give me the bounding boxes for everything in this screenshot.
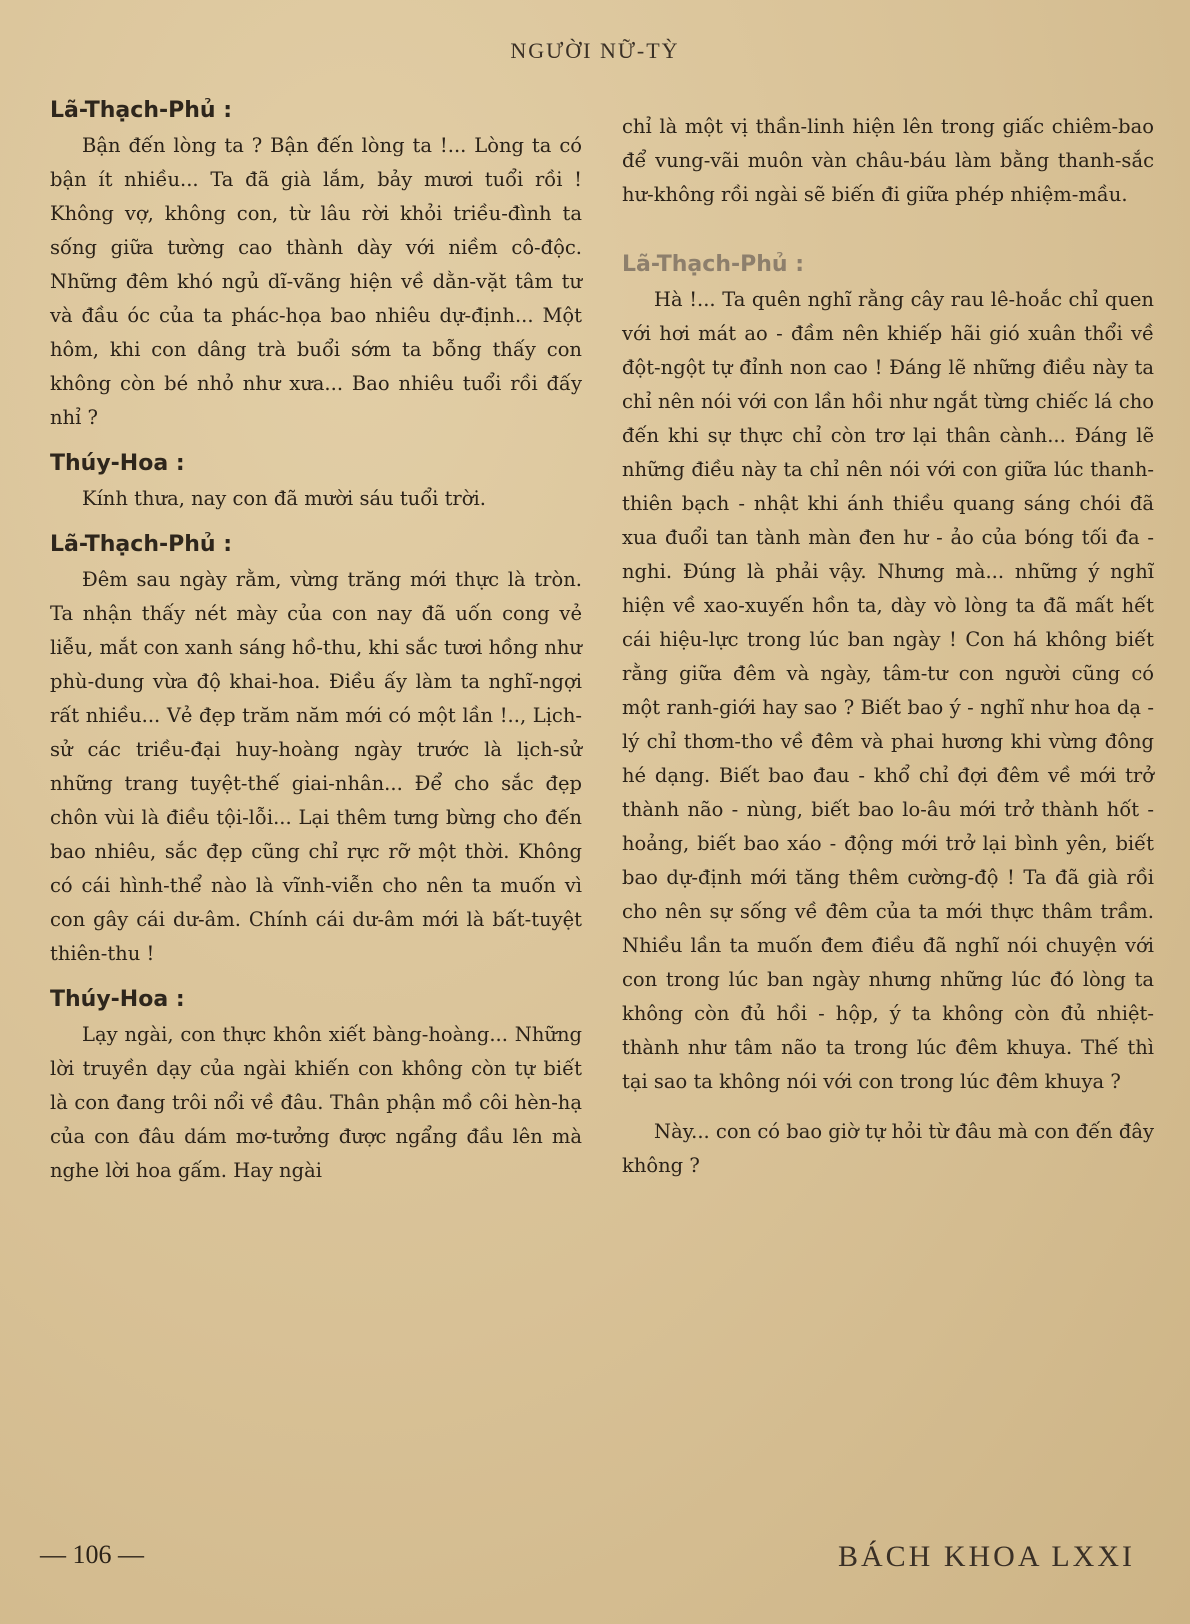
running-title: NGƯỜI NỮ-TỲ xyxy=(510,38,680,63)
dialogue-paragraph: Kính thưa, nay con đã mười sáu tuổi trời. xyxy=(82,487,486,510)
dialogue-paragraph: Lạy ngài, con thực khôn xiết bàng-hoàng... Những lời truyền dạy của ngài khiến con không còn tự biết là con đang trôi nổi về đâu. Thân phận mồ côi hèn-hạ của con đâu dám mơ-tưởng được ngẩng đầu lên mà nghe lời hoa gấm. Hay ngài xyxy=(50,1023,582,1182)
dialogue-paragraph: Hà !... Ta quên nghĩ rằng cây rau lê-hoắc chỉ quen với hơi mát ao - đầm nên khiếp hãi gió xuân thổi về đột-ngột tự đỉnh non cao ! Đáng lẽ những điều này ta chỉ nên nói với con lần hồi như ngắt từng chiếc lá cho đến khi sự thực chỉ còn trơ lại thân cành... Đáng lẽ những điều này ta chỉ nên nói với con giữa lúc thanh-thiên bạch - nhật khi ánh thiều quang sáng chói đã xua đuổi tan tành màn đen hư - ảo của bóng tối đa - nghi. Đúng là phải vậy. Nhưng mà... những ý nghĩ hiện về xao-xuyến hồn ta, dày vò lòng ta đã mất hết cái hiệu-lực trong lúc ban ngày ! Con há không biết rằng giữa đêm và ngày, tâm-tư con người cũng có một ranh-giới hay sao ? Biết bao ý - nghĩ như hoa dạ - lý chỉ thơm-tho về đêm và phai hương khi vừng đông hé dạng. Biết bao đau - khổ chỉ đợi đêm về mới trở thành não - nùng, biết bao lo-âu mới trở thành hốt - hoảng, biết bao xáo - động mới trở lại bình yên, biết bao dự-định mới tăng thêm cường-độ ! Ta đã già rồi cho nên sự sống về đêm của ta mới thực thâm trầm. Nhiều lần ta muốn đem điều đã nghĩ nói chuyện với con trong lúc ban ngày nhưng những lúc đó lòng ta không còn đủ hồi - hộp, ý ta không còn đủ nhiệt-thành như tâm não ta trong lúc đêm khuya. Thế thì tại sao ta không nói với con trong lúc đêm khuya ? xyxy=(622,288,1154,1093)
speaker-label: Lã-Thạch-Phủ : xyxy=(50,532,233,557)
page-number: — 106 — xyxy=(40,1540,144,1569)
speaker-label: Thúy-Hoa : xyxy=(50,987,185,1012)
speaker-label: Lã-Thạch-Phủ : xyxy=(622,252,805,277)
speaker-label: Thúy-Hoa : xyxy=(50,451,185,476)
dialogue-paragraph: Đêm sau ngày rằm, vừng trăng mới thực là tròn. Ta nhận thấy nét mày của con nay đã uốn cong vẻ liễu, mắt con xanh sáng hồ-thu, khi sắc tươi hồng như phù-dung vừa độ khai-hoa. Điều ấy làm ta nghĩ-ngợi rất nhiều... Vẻ đẹp trăm năm mới có một lần !.., Lịch-sử các triều-đại huy-hoàng ngày trước là lịch-sử những trang tuyệt-thế giai-nhân... Để cho sắc đẹp chôn vùi là điều tội-lỗi... Lại thêm tưng bừng cho đến bao nhiêu, sắc đẹp cũng chỉ rực rỡ một thời. Không có cái hình-thể nào là vĩnh-viễn cho nên ta muốn vì con gây cái dư-âm. Chính cái dư-âm mới là bất-tuyệt thiên-thu ! xyxy=(50,568,582,965)
right-column xyxy=(622,110,1154,1199)
publication-title: BÁCH KHOA LXXI xyxy=(838,1540,1135,1573)
left-column xyxy=(50,98,582,1204)
dialogue-paragraph: Bận đến lòng ta ? Bận đến lòng ta !... Lòng ta có bận ít nhiều... Ta đã già lắm, bảy mươi tuổi rồi ! Không vợ, không con, từ lâu rời khỏi triều-đình ta sống giữa tường cao thành dày với niềm cô-độc. Những đêm khó ngủ dĩ-vãng hiện về dằn-vặt tâm tư và đầu óc của ta phác-họa bao nhiêu dự-định... Một hôm, khi con dâng trà buổi sớm ta bỗng thấy con không còn bé nhỏ như xưa... Bao nhiêu tuổi rồi đấy nhỉ ? xyxy=(50,134,582,429)
dialogue-paragraph: chỉ là một vị thần-linh hiện lên trong giấc chiêm-bao để vung-vãi muôn vàn châu-báu làm bằng thanh-sắc hư-không rồi ngài sẽ biến đi giữa phép nhiệm-mầu. xyxy=(622,115,1154,206)
dialogue-paragraph: Này... con có bao giờ tự hỏi từ đâu mà con đến đây không ? xyxy=(622,1120,1154,1177)
speaker-label: Lã-Thạch-Phủ : xyxy=(50,98,233,123)
